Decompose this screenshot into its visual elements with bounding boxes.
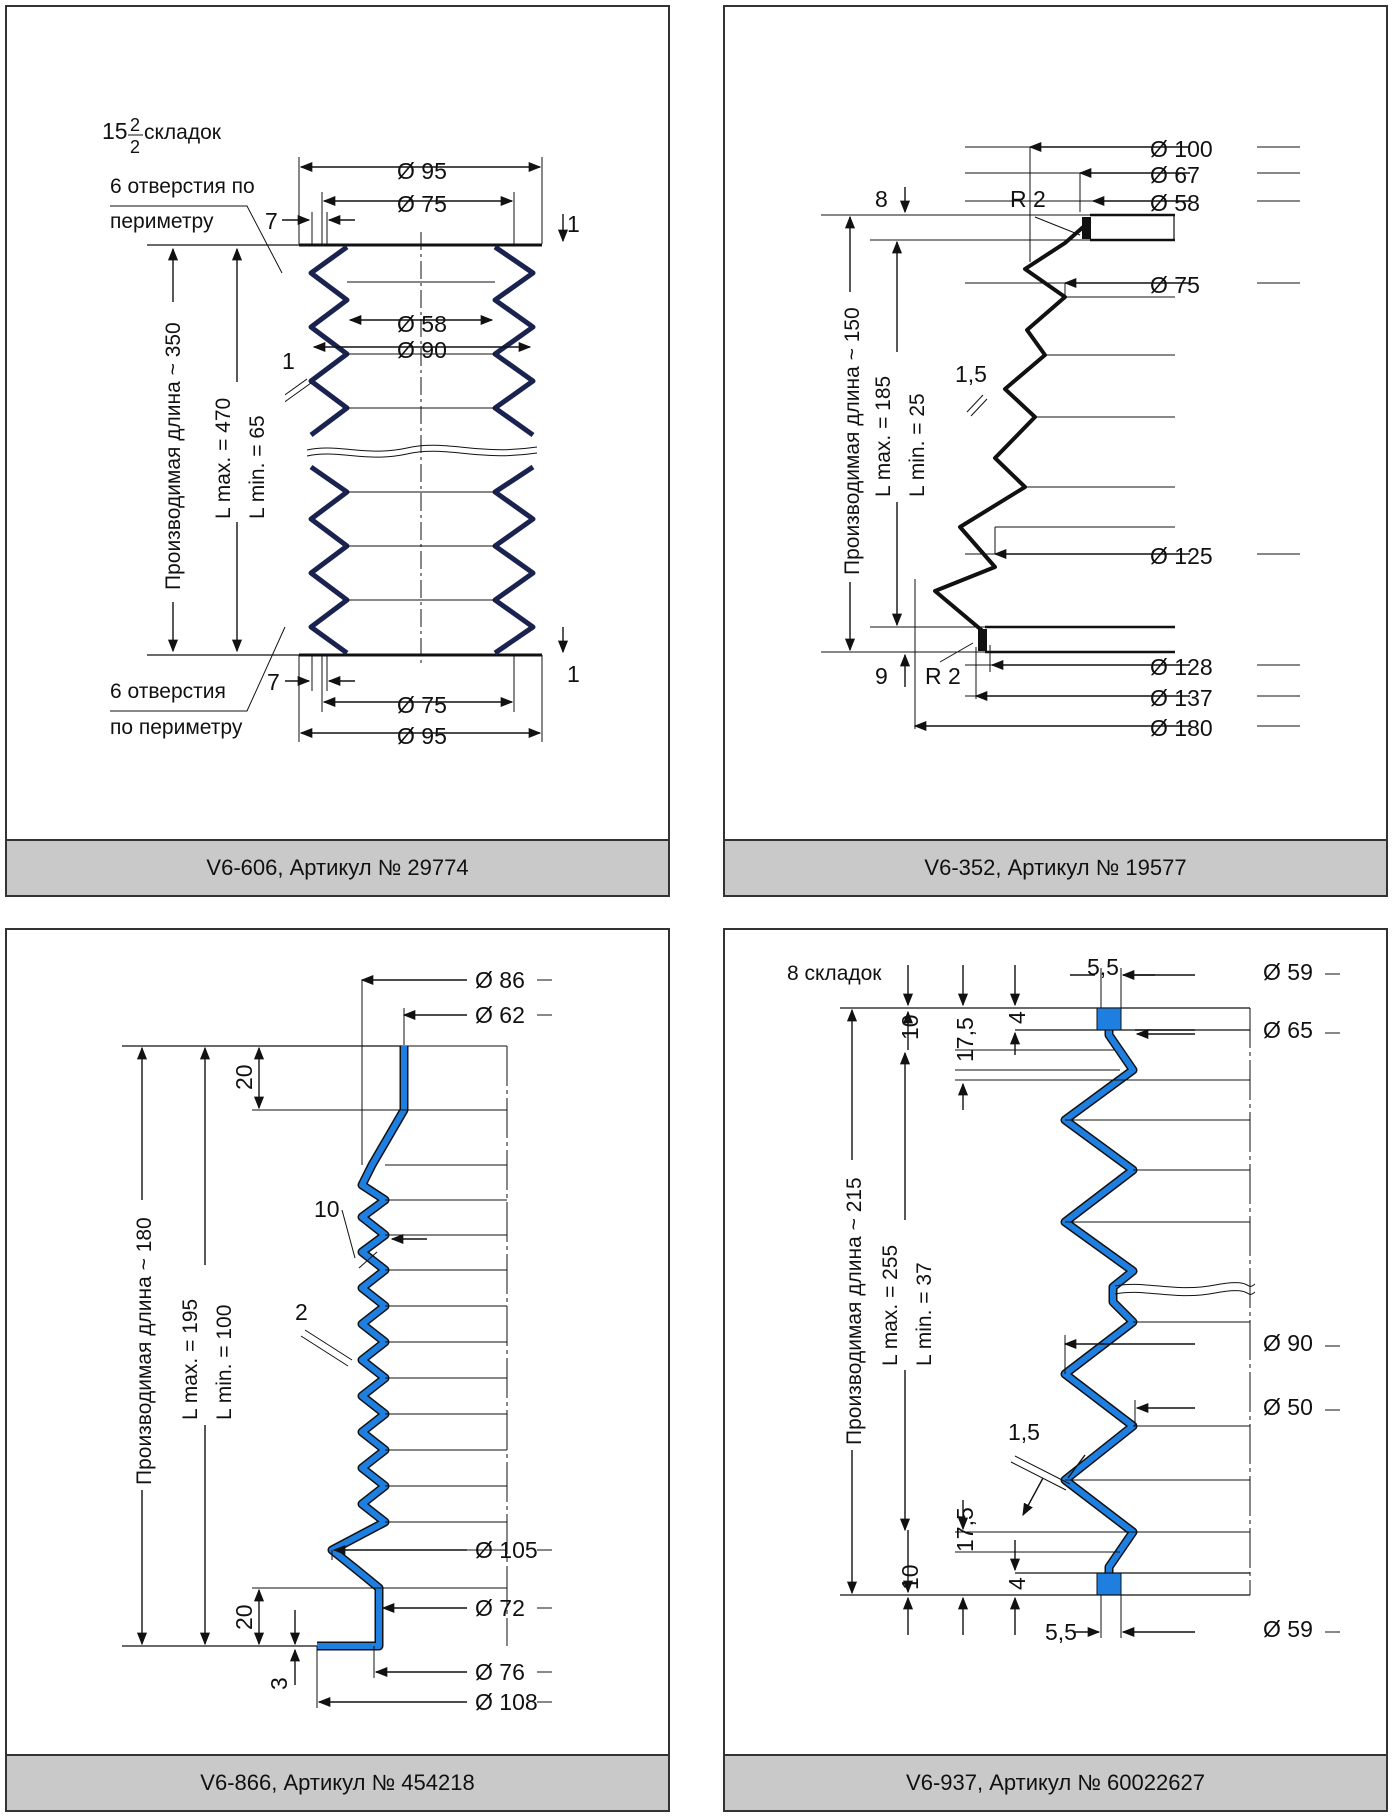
holes-bot-line2: по периметру [110, 716, 243, 739]
dim-1-5: 1,5 [955, 361, 987, 387]
dim-d67: Ø 67 [1150, 162, 1200, 188]
dim-d62: Ø 62 [475, 1002, 525, 1028]
panel-v6-937 [723, 928, 1388, 1812]
folds-num: 2 [130, 115, 141, 135]
dim-d76: Ø 76 [475, 1659, 525, 1685]
dim-d75: Ø 75 [1150, 272, 1200, 298]
length-max: L max. = 470 [212, 397, 235, 519]
dim-d125: Ø 125 [1150, 543, 1213, 569]
dim-1-top: 1 [567, 211, 580, 237]
dim-d180: Ø 180 [1150, 715, 1213, 741]
panel-v6-606 [5, 5, 670, 897]
dim-20-bottom: 20 [231, 1604, 257, 1630]
dim-d108: Ø 108 [475, 1689, 538, 1715]
dim-2: 2 [295, 1299, 308, 1325]
dim-20-top: 20 [231, 1064, 257, 1090]
dim-d95-top: Ø 95 [397, 158, 447, 184]
caption-v6-866: V6-866, Артикул № 454218 [7, 1754, 668, 1810]
panel-v6-352 [723, 5, 1388, 897]
dim-9: 9 [875, 663, 888, 689]
dim-d86: Ø 86 [475, 967, 525, 993]
dim-1-5: 1,5 [1008, 1419, 1040, 1445]
caption-v6-937: V6-937, Артикул № 60022627 [725, 1754, 1386, 1810]
panel-v6-866 [5, 928, 670, 1812]
holes-top-line2: периметру [110, 210, 214, 233]
drawing-v6-937 [725, 930, 1390, 1814]
length-min: L min. = 37 [913, 1262, 936, 1366]
dim-d100: Ø 100 [1150, 136, 1213, 162]
caption-v6-352: V6-352, Артикул № 19577 [725, 839, 1386, 895]
drawing-v6-866 [7, 930, 672, 1814]
dim-10-bottom: 10 [897, 1564, 923, 1590]
dim-17-5-top: 17,5 [952, 1017, 978, 1062]
dim-4-top: 4 [1004, 1011, 1030, 1024]
dim-d58: Ø 58 [1150, 190, 1200, 216]
holes-bot-line1: 6 отверстия [110, 680, 226, 703]
dim-17-5-bottom: 17,5 [952, 1507, 978, 1552]
dim-d50: Ø 50 [1263, 1394, 1313, 1420]
dim-1-bottom: 1 [567, 661, 580, 687]
length-max: L max. = 185 [872, 375, 895, 497]
dim-d65: Ø 65 [1263, 1017, 1313, 1043]
dim-10: 10 [314, 1196, 340, 1222]
dim-d59-top: Ø 59 [1263, 959, 1313, 985]
length-producible: Производимая длина ~ 215 [843, 1177, 866, 1445]
dim-5-5-bottom: 5,5 [1045, 1619, 1077, 1645]
dim-d58: Ø 58 [397, 311, 447, 337]
length-producible: Производимая длина ~ 350 [162, 322, 185, 590]
holes-top-line1: 6 отверстия по [110, 175, 255, 198]
folds-word: складок [144, 121, 221, 144]
dim-5-5-top: 5,5 [1087, 954, 1119, 980]
radius-bottom: R 2 [925, 663, 961, 689]
dim-d59-bottom: Ø 59 [1263, 1616, 1313, 1642]
dim-4-bottom: 4 [1004, 1577, 1030, 1590]
length-max: L max. = 255 [879, 1244, 902, 1366]
dim-8: 8 [875, 186, 888, 212]
drawing-v6-606 [7, 7, 672, 899]
folds-whole: 15 [102, 118, 128, 144]
radius-top: R 2 [1010, 186, 1046, 212]
dim-7-bottom: 7 [267, 669, 280, 695]
dim-d90: Ø 90 [1263, 1330, 1313, 1356]
dim-d137: Ø 137 [1150, 685, 1213, 711]
length-producible: Производимая длина ~ 150 [841, 307, 864, 575]
length-min: L min. = 65 [246, 415, 269, 519]
drawing-v6-352 [725, 7, 1390, 899]
dim-d90: Ø 90 [397, 337, 447, 363]
folds-count: 8 складок [787, 962, 882, 985]
dim-d95-bottom: Ø 95 [397, 723, 447, 749]
length-min: L min. = 25 [906, 393, 929, 497]
dim-d75-bottom: Ø 75 [397, 692, 447, 718]
dim-d128: Ø 128 [1150, 654, 1213, 680]
folds-den: 2 [130, 137, 141, 157]
length-min: L min. = 100 [213, 1304, 236, 1420]
dim-3: 3 [266, 1677, 292, 1690]
length-producible: Производимая длина ~ 180 [133, 1217, 156, 1485]
dim-1-wall: 1 [282, 348, 295, 374]
length-max: L max. = 195 [179, 1298, 202, 1420]
caption-v6-606: V6-606, Артикул № 29774 [7, 839, 668, 895]
dim-d75-top: Ø 75 [397, 191, 447, 217]
dim-d105: Ø 105 [475, 1537, 538, 1563]
dim-10-top: 10 [897, 1014, 923, 1040]
dim-7-top: 7 [265, 208, 278, 234]
dim-d72: Ø 72 [475, 1595, 525, 1621]
